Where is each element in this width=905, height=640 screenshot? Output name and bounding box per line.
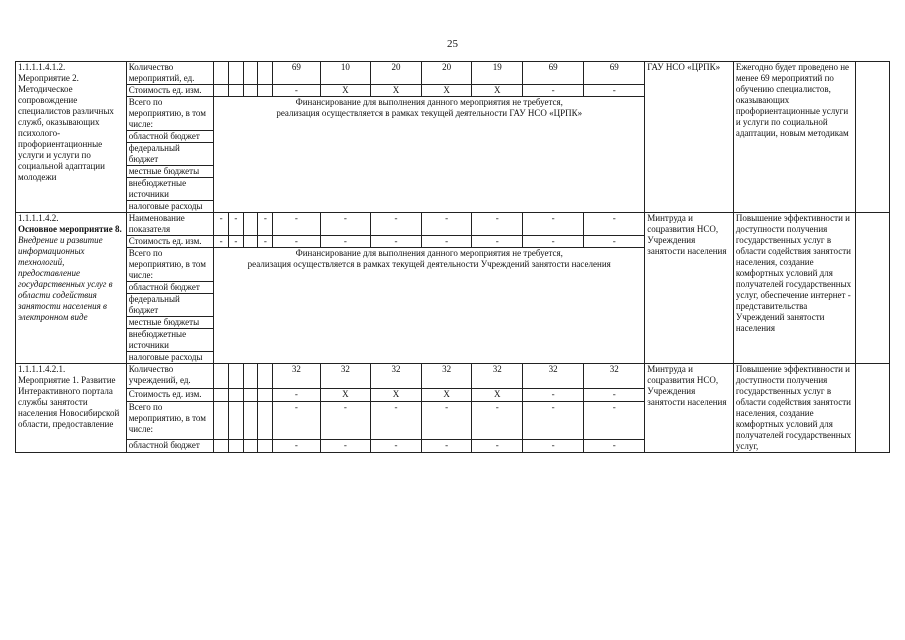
activity-name-cell bbox=[16, 62, 127, 213]
funding-note-line: реализация осуществляется в рамках текущей деятельности ГАУ НСО «ЦРПК» bbox=[276, 108, 583, 118]
funding-source-cell: областной бюджет bbox=[126, 131, 214, 143]
value-cell: - bbox=[584, 85, 645, 97]
value-cell: X bbox=[371, 85, 422, 97]
table-row bbox=[16, 62, 890, 85]
value-cell: - bbox=[214, 213, 229, 236]
funding-source-cell: федеральный бюджет bbox=[126, 294, 214, 317]
funding-note-cell bbox=[214, 248, 645, 364]
value-cell: 32 bbox=[523, 364, 584, 389]
funding-source-cell: федеральный бюджет bbox=[126, 143, 214, 166]
empty-cell bbox=[856, 213, 890, 364]
value-cell: 32 bbox=[421, 364, 472, 389]
value-cell: - bbox=[273, 213, 320, 236]
value-cell: X bbox=[371, 389, 422, 402]
indicator-cell: Количество учреждений, ед. bbox=[126, 364, 214, 389]
value-cell: X bbox=[421, 85, 472, 97]
table-row bbox=[16, 213, 890, 236]
value-cell: - bbox=[523, 402, 584, 439]
indicator-cell: областной бюджет bbox=[126, 439, 214, 452]
value-cell: 32 bbox=[320, 364, 371, 389]
value-cell: 69 bbox=[584, 62, 645, 85]
funding-note-cell bbox=[214, 97, 645, 213]
value-cell: 32 bbox=[584, 364, 645, 389]
value-cell bbox=[258, 364, 273, 389]
value-cell bbox=[228, 364, 243, 389]
value-cell bbox=[258, 85, 273, 97]
indicator-cell: Всего по мероприятию, в том числе: bbox=[126, 402, 214, 439]
value-cell bbox=[243, 402, 258, 439]
value-cell: - bbox=[523, 85, 584, 97]
value-cell: 32 bbox=[472, 364, 523, 389]
value-cell: - bbox=[273, 439, 320, 452]
value-cell: 32 bbox=[371, 364, 422, 389]
table-row bbox=[16, 364, 890, 389]
value-cell bbox=[243, 439, 258, 452]
value-cell: - bbox=[584, 402, 645, 439]
value-cell: - bbox=[584, 236, 645, 248]
value-cell: X bbox=[472, 85, 523, 97]
value-cell bbox=[258, 62, 273, 85]
funding-source-cell: внебюджетные источники bbox=[126, 329, 214, 352]
value-cell bbox=[258, 389, 273, 402]
value-cell: - bbox=[472, 439, 523, 452]
value-cell bbox=[214, 62, 229, 85]
value-cell: - bbox=[214, 236, 229, 248]
value-cell bbox=[243, 85, 258, 97]
value-cell: 20 bbox=[421, 62, 472, 85]
value-cell: - bbox=[472, 236, 523, 248]
value-cell: - bbox=[320, 402, 371, 439]
activity-name-cell bbox=[16, 364, 127, 453]
funding-source-cell: внебюджетные источники bbox=[126, 178, 214, 201]
value-cell bbox=[243, 364, 258, 389]
value-cell: - bbox=[320, 236, 371, 248]
executor-cell: ГАУ НСО «ЦРПК» bbox=[645, 62, 734, 213]
value-cell bbox=[243, 389, 258, 402]
value-cell: - bbox=[523, 439, 584, 452]
page-number: 25 bbox=[447, 38, 458, 50]
activity-code: 1.1.1.1.4.2. bbox=[18, 213, 59, 223]
value-cell: - bbox=[258, 236, 273, 248]
value-cell bbox=[228, 389, 243, 402]
indicator-cell: Стоимость ед. изм. bbox=[126, 389, 214, 402]
indicator-cell: Стоимость ед. изм. bbox=[126, 85, 214, 97]
value-cell: - bbox=[371, 439, 422, 452]
value-cell: 19 bbox=[472, 62, 523, 85]
activity-title: Основное мероприятие 8. bbox=[18, 224, 122, 234]
value-cell: - bbox=[320, 213, 371, 236]
value-cell: - bbox=[523, 236, 584, 248]
result-cell: Ежегодно будет проведено не менее 69 мероприятий по обучению специалистов, оказывающих профориентационные услуги и услуги по социальной адаптации, новым методикам bbox=[733, 62, 855, 213]
activity-code: 1.1.1.1.4.2.1. bbox=[18, 364, 66, 374]
value-cell: - bbox=[584, 389, 645, 402]
value-cell bbox=[228, 62, 243, 85]
value-cell: X bbox=[421, 389, 472, 402]
value-cell bbox=[243, 236, 258, 248]
value-cell bbox=[214, 402, 229, 439]
funding-source-cell: налоговые расходы bbox=[126, 352, 214, 364]
funding-note-line: Финансирование для выполнения данного мероприятия не требуется, bbox=[295, 97, 563, 107]
activity-title: Мероприятие 2. Методическое сопровождение специалистов различных служб, оказывающих психолого-профориентационные услуги и услуги по социальной адаптации молодежи bbox=[18, 73, 114, 182]
funding-source-cell: областной бюджет bbox=[126, 282, 214, 294]
value-cell bbox=[258, 439, 273, 452]
value-cell: 32 bbox=[273, 364, 320, 389]
value-cell: - bbox=[371, 236, 422, 248]
value-cell: 20 bbox=[371, 62, 422, 85]
value-cell: - bbox=[320, 439, 371, 452]
funding-note-line: Финансирование для выполнения данного мероприятия не требуется, bbox=[295, 248, 563, 258]
activity-title: Мероприятие 1. Развитие Интерактивного портала службы занятости населения Новосибирской области, предоставление bbox=[18, 375, 120, 429]
value-cell bbox=[214, 85, 229, 97]
value-cell: 10 bbox=[320, 62, 371, 85]
funding-source-cell: Всего по мероприятию, в том числе: bbox=[126, 248, 214, 282]
activity-code: 1.1.1.1.4.1.2. bbox=[18, 62, 66, 72]
value-cell: - bbox=[472, 402, 523, 439]
activity-name-cell bbox=[16, 213, 127, 364]
activity-description: Внедрение и развитие информационных технологий, предоставление государственных услуг в области содействия занятости населения в электронном виде bbox=[18, 235, 113, 322]
executor-cell: Минтруда и соцразвития НСО, Учреждения занятости населения bbox=[645, 213, 734, 364]
value-cell bbox=[228, 85, 243, 97]
value-cell: 69 bbox=[523, 62, 584, 85]
value-cell bbox=[214, 364, 229, 389]
indicator-cell: Стоимость ед. изм. bbox=[126, 236, 214, 248]
value-cell: - bbox=[258, 213, 273, 236]
funding-source-cell: местные бюджеты bbox=[126, 317, 214, 329]
result-cell: Повышение эффективности и доступности получения государственных услуг в области содействия занятости населения, создание комфортных условий для получателей государственных услуг, обеспечение интернет - представительства Учреждений занятости населения bbox=[733, 213, 855, 364]
value-cell: - bbox=[273, 236, 320, 248]
value-cell: - bbox=[421, 439, 472, 452]
value-cell bbox=[258, 402, 273, 439]
value-cell: - bbox=[228, 213, 243, 236]
value-cell: - bbox=[273, 85, 320, 97]
funding-source-cell: Всего по мероприятию, в том числе: bbox=[126, 97, 214, 131]
value-cell bbox=[214, 439, 229, 452]
program-table bbox=[15, 61, 890, 453]
value-cell: - bbox=[371, 402, 422, 439]
value-cell: - bbox=[472, 213, 523, 236]
value-cell: - bbox=[371, 213, 422, 236]
value-cell: - bbox=[421, 402, 472, 439]
value-cell bbox=[228, 402, 243, 439]
value-cell bbox=[214, 389, 229, 402]
value-cell: X bbox=[320, 389, 371, 402]
value-cell bbox=[243, 213, 258, 236]
value-cell: - bbox=[523, 213, 584, 236]
value-cell: - bbox=[584, 213, 645, 236]
value-cell: - bbox=[228, 236, 243, 248]
value-cell: - bbox=[273, 389, 320, 402]
value-cell: - bbox=[421, 213, 472, 236]
value-cell: - bbox=[523, 389, 584, 402]
indicator-cell: Количество мероприятий, ед. bbox=[126, 62, 214, 85]
value-cell bbox=[228, 439, 243, 452]
value-cell: - bbox=[273, 402, 320, 439]
value-cell: - bbox=[584, 439, 645, 452]
funding-source-cell: налоговые расходы bbox=[126, 201, 214, 213]
empty-cell bbox=[856, 364, 890, 453]
value-cell: X bbox=[320, 85, 371, 97]
funding-note-line: реализация осуществляется в рамках текущей деятельности Учреждений занятости населения bbox=[247, 259, 611, 269]
value-cell: - bbox=[421, 236, 472, 248]
funding-source-cell: местные бюджеты bbox=[126, 166, 214, 178]
value-cell: X bbox=[472, 389, 523, 402]
indicator-cell: Наименование показателя bbox=[126, 213, 214, 236]
value-cell: 69 bbox=[273, 62, 320, 85]
executor-cell: Минтруда и соцразвития НСО, Учреждения занятости населения bbox=[645, 364, 734, 453]
value-cell bbox=[243, 62, 258, 85]
empty-cell bbox=[856, 62, 890, 213]
result-cell: Повышение эффективности и доступности получения государственных услуг в области содействия занятости населения, создание комфортных условий для получателей государственных услуг, bbox=[733, 364, 855, 453]
